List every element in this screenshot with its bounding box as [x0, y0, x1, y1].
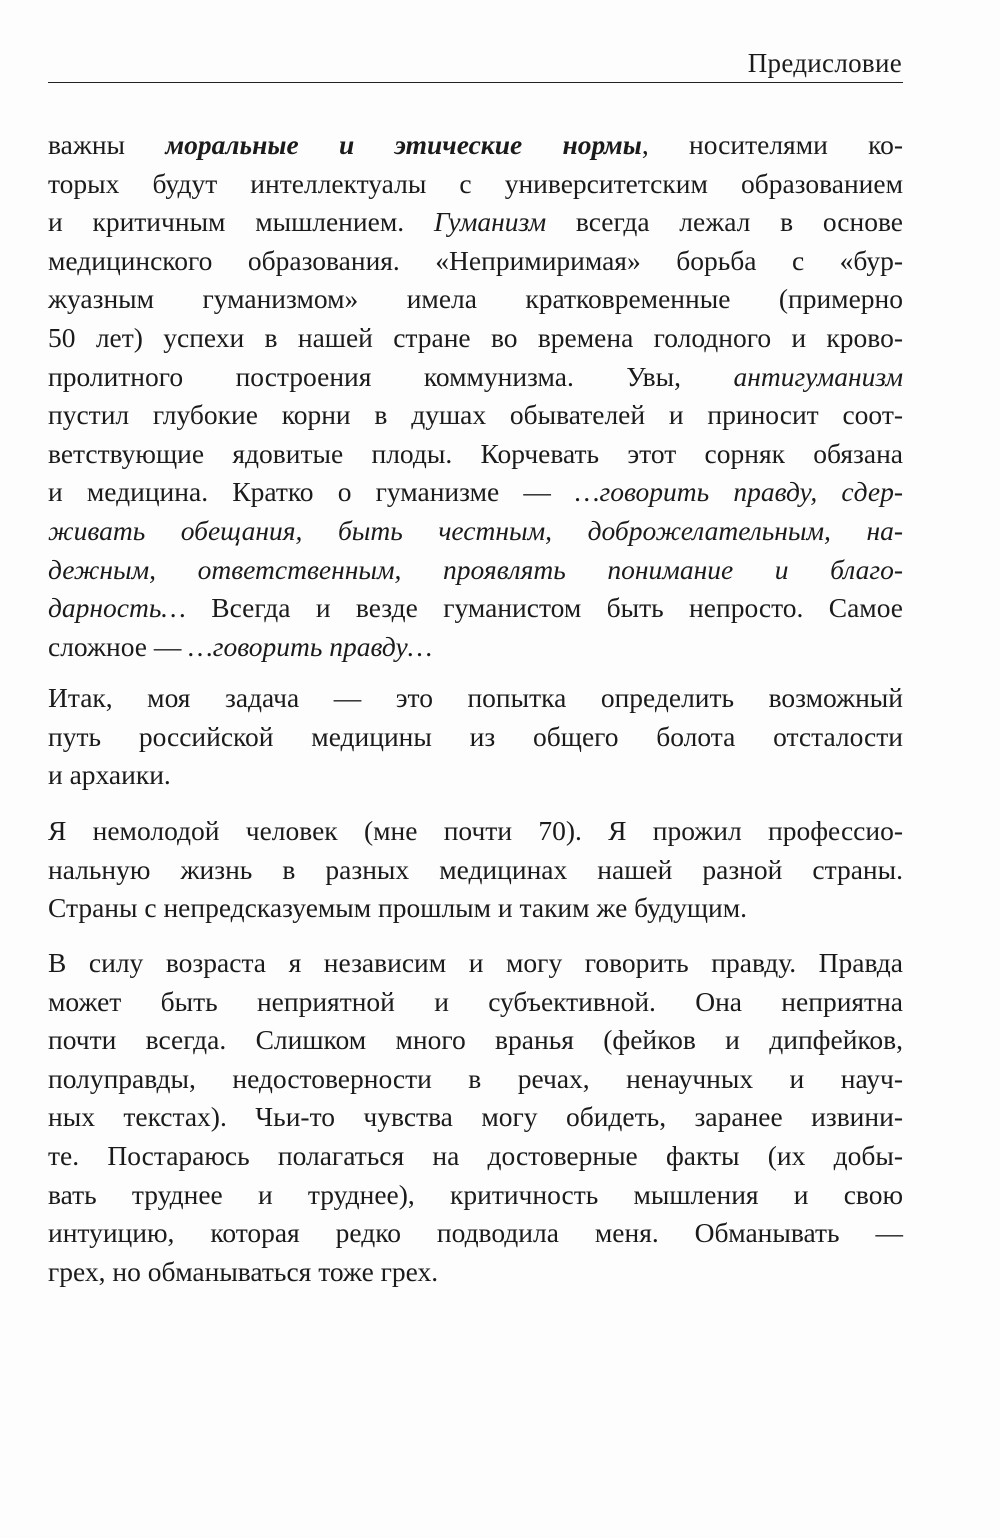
text-line — [48, 944, 903, 983]
header-rule — [48, 82, 903, 83]
text-line — [48, 718, 903, 757]
text-segment: полуправды, недостоверности в речах, ненаучных и науч- — [48, 1062, 903, 1094]
text-line — [48, 1214, 903, 1253]
text-segment: В силу возраста я независим и могу говорить правду. Правда — [48, 947, 903, 978]
text-line — [48, 319, 903, 358]
paragraph — [48, 126, 903, 666]
text-segment: может быть неприятной и субъективной. Она неприятна — [48, 985, 903, 1017]
text-segment: Итак, моя задача — это попытка определить возможный — [48, 682, 903, 713]
text-segment: и критичным мышлением. — [48, 206, 434, 238]
text-segment: сложное — — [48, 630, 189, 662]
text-line — [48, 165, 903, 204]
text-line — [48, 203, 903, 242]
text-line — [48, 1137, 903, 1176]
text-line — [48, 679, 903, 718]
paragraph — [48, 679, 903, 795]
text-segment: и медицина. Кратко о гуманизме — — [48, 476, 576, 508]
text-segment: почти всегда. Слишком много вранья (фейков и дипфейков, — [48, 1024, 903, 1056]
text-segment: всегда лежал в основе — [546, 206, 903, 238]
text-segment: торых будут интеллектуалы с университетским образованием — [48, 167, 903, 199]
text-segment: Страны с непредсказуемым прошлым и таким же будущим. — [48, 892, 748, 924]
text-segment: пролитного построения коммунизма. Увы, — [48, 360, 734, 392]
running-head-title: Предисловие — [747, 48, 902, 78]
text-line — [48, 473, 903, 512]
text-segment: Я немолодой человек (мне почти 70). Я прожил профессио- — [48, 815, 903, 846]
text-line — [48, 358, 903, 397]
emphasized-text: дежным, ответственным, проявлять понимание и благо- — [48, 553, 903, 585]
text-segment: те. Постараюсь полагаться на достоверные факты (их добы- — [48, 1139, 903, 1171]
text-segment: пустил глубокие корни в душах обывателей и приносит соот- — [48, 399, 903, 431]
emphasized-text: живать обещания, быть честным, доброжелательным, на- — [48, 514, 903, 546]
text-line — [48, 1060, 903, 1099]
text-line — [48, 812, 903, 851]
text-segment: важны — [48, 129, 166, 160]
text-line — [48, 551, 903, 590]
text-line — [48, 1021, 903, 1060]
paragraph — [48, 812, 903, 928]
emphasized-text: Гуманизм — [433, 206, 547, 238]
text-segment: медицинского образования. «Непримиримая» борьба с «бур- — [48, 244, 903, 276]
text-line — [48, 242, 903, 281]
emphasized-text: антигуманизм — [733, 360, 903, 392]
text-segment: и архаики. — [48, 759, 171, 791]
text-line — [48, 1176, 903, 1215]
text-segment: ных текстах). Чьи-то чувства могу обидеть, заранее извини- — [48, 1101, 903, 1133]
text-segment: , носителями ко- — [641, 129, 903, 160]
text-line — [48, 435, 903, 474]
text-segment: интуицию, которая редко подводила меня. Обманывать — — [48, 1217, 903, 1249]
text-segment: нальную жизнь в разных медицинах нашей разной страны. — [48, 853, 903, 885]
text-line — [48, 589, 903, 628]
text-line — [48, 126, 903, 165]
text-line — [48, 396, 903, 435]
text-segment: Всегда и везде гуманистом быть непросто. Самое — [185, 592, 903, 624]
emphasized-text: дарность… — [48, 592, 186, 624]
text-segment: вать труднее и труднее), критичность мышления и свою — [48, 1178, 903, 1210]
text-line — [48, 280, 903, 319]
text-line — [48, 1098, 903, 1137]
text-line — [48, 628, 903, 667]
text-segment: путь российской медицины из общего болота отсталости — [48, 720, 903, 752]
text-line — [48, 983, 903, 1022]
emphasized-text: …говорить правду… — [188, 630, 433, 662]
text-segment: 50 лет) успехи в нашей стране во времена голодного и крово- — [48, 321, 903, 353]
text-line — [48, 851, 903, 890]
emphasized-text: …говорить правду, сдер- — [575, 476, 903, 508]
paragraph — [48, 944, 903, 1291]
text-line — [48, 889, 903, 928]
text-line — [48, 1253, 903, 1292]
text-line — [48, 512, 903, 551]
text-line — [48, 756, 903, 795]
emphasized-text: моральные и этические нормы — [165, 129, 642, 160]
text-segment: грех, но обманываться тоже грех. — [48, 1255, 439, 1287]
text-segment: ветствующие ядовитые плоды. Корчевать этот сорняк обязана — [48, 437, 903, 469]
text-segment: жуазным гуманизмом» имела кратковременные (примерно — [48, 283, 903, 315]
